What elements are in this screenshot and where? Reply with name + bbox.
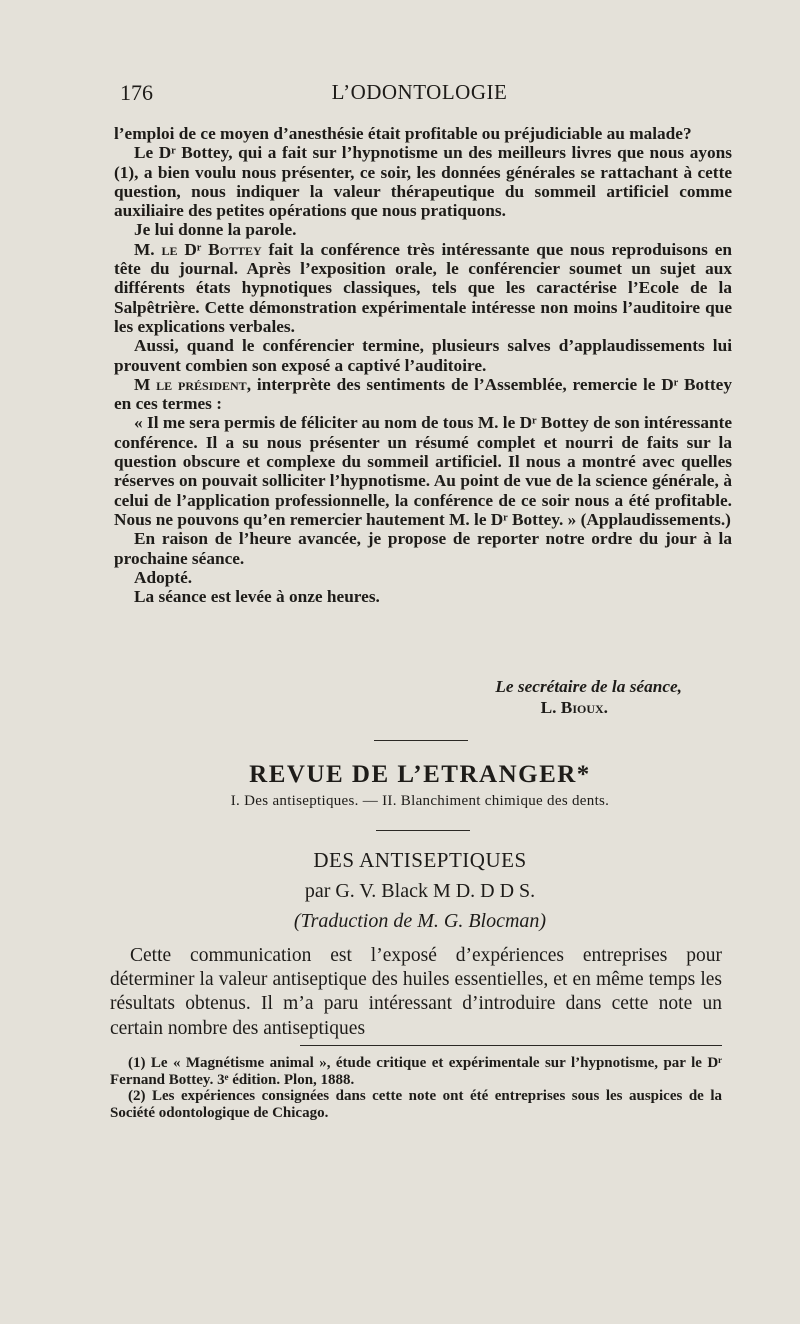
paragraph: En raison de l’heure avancée, je propose de reporter notre ordre du jour à la prochaine séance.: [114, 529, 732, 568]
section-divider: [376, 830, 470, 831]
paragraph: [114, 240, 732, 336]
footnotes: [110, 1055, 722, 1121]
paragraph-text: , interprète des sentiments de l’Assemblée, remercie le Dʳ Bottey en ces termes :: [114, 374, 732, 414]
speaker-name: M le président: [134, 374, 247, 394]
paragraph: Je lui donne la parole.: [134, 220, 297, 240]
article-title: DES ANTISEPTIQUES: [313, 848, 527, 872]
signature-block: [114, 676, 682, 718]
paragraph: Le Dʳ Bottey, qui a fait sur l’hypnotisme un des meilleurs livres que nous ayons (1), a bien voulu nous présenter, ce soir, les données générales se rattachant à cette question, nous indiquer la valeur thérapeutique du sommeil artificiel comme auxiliaire des petites opérations que nous pratiquons.: [114, 143, 732, 221]
article-byline: par G. V. Black M D. D D S.: [304, 880, 536, 902]
paragraph-text: fait la conférence très intéressante que nous reproduisons en tête du journal. Après l’exposition orale, le conférencier soumet un sujet aux différents états hypnotiques classiques, tels que les caractérise l’Ecole de la Salpêtrière. Cette démonstration expérimentale intéresse non moins l’auditoire que les explications verbales.: [114, 239, 732, 336]
section-title: REVUE DE L’ETRANGER*: [249, 761, 591, 788]
paragraph: [114, 375, 732, 414]
footnote: (2) Les expériences consignées dans cette note ont été entreprises sous les auspices de la Société odontologique de Chicago.: [110, 1088, 722, 1121]
section-divider: [374, 740, 468, 741]
signature-role: Le secrétaire de la séance,: [495, 677, 682, 696]
paragraph: Aussi, quand le conférencier termine, plusieurs salves d’applaudissements lui prouvent combien son exposé a captivé l’auditoire.: [114, 336, 732, 375]
signature-name: L. Bioux.: [540, 698, 608, 717]
article-translator: (Traduction de M. G. Blocman): [293, 910, 547, 932]
paragraph: l’emploi de ce moyen d’anesthésie était profitable ou préjudiciable au malade?: [114, 124, 692, 143]
paragraph: La séance est levée à onze heures.: [134, 587, 380, 607]
paragraph: « Il me sera permis de féliciter au nom de tous M. le Dʳ Bottey de son intéressante conférence. Il a su nous présenter un résumé complet et nourri de faits sur la question obscure et complexe du sommeil artificiel. Il nous a montré avec quelles réserves on pouvait solliciter l’hypnotisme. Au point de vue de la science générale, à celui de l’application professionnelle, la conférence de ce soir nous a été profitable. Nous ne pouvons qu’en remercier hautement M. le Dʳ Bottey. » (Applaudissements.): [114, 413, 732, 529]
section-subtitle: I. Des antiseptiques. — II. Blanchiment chimique des dents.: [230, 793, 610, 809]
page-number: 176: [120, 80, 153, 105]
article-text: [110, 944, 722, 1041]
footnote: (1) Le « Magnétisme animal », étude critique et expérimentale sur l’hypnotisme, par le Dʳ Fernand Bottey. 3ᵉ édition. Plon, 1888.: [110, 1055, 722, 1088]
running-title: L’ODONTOLOGIE: [331, 80, 508, 104]
speaker-name: M. le Dʳ Bottey: [134, 239, 262, 259]
footnote-divider: [300, 1045, 722, 1046]
page-header: [112, 80, 727, 110]
paragraph: Cette communication est l’exposé d’expériences entreprises pour déterminer la valeur antiseptique des huiles essentielles, et en même temps les résultats obtenus. Il m’a paru intéressant d’introduire dans cette note un certain nombre des antiseptiques: [110, 945, 722, 1039]
meeting-minutes-text: [114, 124, 732, 606]
paragraph: Adopté.: [134, 567, 193, 587]
